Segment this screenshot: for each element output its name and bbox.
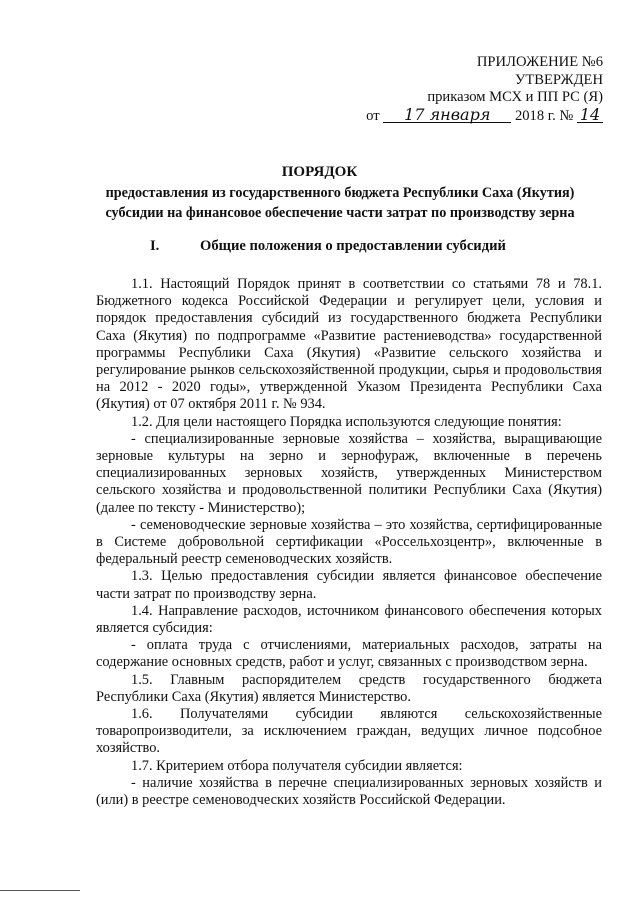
subtitle-line-2: субсидии на финансовое обеспечение части затрат по производству зерна — [105, 204, 575, 221]
paragraph: - специализированные зерновые хозяйства – хозяйства, выращивающие зерновые культуры на зерно и зернофураж, включенные в перечень специализированных зерновых хозяйств, утвержденных Министерством сельского хозяйства и продовольственной политики Республики Саха (Якутия) (далее по тексту - Министерство); — [96, 430, 602, 516]
section-number: I. — [150, 238, 160, 254]
approved-label: УТВЕРЖДЕН — [515, 71, 603, 88]
paragraph: 1.6. Получателями субсидии являются сельскохозяйственные товаропроизводители, за исключением граждан, ведущих личное подсобное хозяйство. — [96, 706, 602, 757]
document-title: ПОРЯДОК — [281, 164, 358, 180]
from-label: от — [366, 107, 380, 124]
paragraph: 1.1. Настоящий Порядок принят в соответствии со статьями 78 и 78.1. Бюджетного кодекса Российской Федерации и регулирует цели, условия и порядок предоставления субсидий из государственного бюджета Республики Саха (Якутия) по подпрограмме «Развитие растениеводства» государственной программы Республики Саха (Якутия) «Развитие сельского хозяйства и регулирование рынков сельскохозяйственной продукции, сырья и продовольствия на 2012 - 2020 годы», утвержденной Указом Президента Республики Саха (Якутия) от 07 октября 2011 г. № 934. — [96, 276, 602, 413]
order-date-line — [366, 104, 603, 126]
order-label: приказом МСХ и ПП РС (Я) — [427, 89, 603, 106]
paragraph: 1.2. Для цели настоящего Порядка используются следующие понятия: — [131, 413, 562, 430]
document-subtitle — [60, 184, 620, 223]
footnote-divider — [0, 890, 80, 891]
paragraph: - наличие хозяйства в перечне специализированных зерновых хозяйств и (или) в реестре семеноводческих хозяйств Российской Федерации. — [96, 774, 602, 809]
paragraph: 1.4. Направление расходов, источником финансового обеспечения которых является субсидия: — [96, 602, 602, 637]
paragraph: - семеноводческие зерновые хозяйства – это хозяйства, сертифицированные в Системе добровольной сертификации «Россельхозцентр», включенные в федеральный реестр семеноводческих хозяйств. — [96, 516, 602, 568]
paragraph: 1.3. Целью предоставления субсидии является финансовое обеспечение части затрат по производству зерна. — [96, 568, 602, 602]
subtitle-line-1: предоставления из государственного бюджета Республики Саха (Якутия) — [105, 185, 575, 201]
approval-header — [366, 54, 603, 125]
handwritten-date: 17 января — [383, 107, 511, 123]
document-body — [96, 276, 602, 809]
year-label: 2018 г. № — [514, 107, 574, 124]
appendix-label: ПРИЛОЖЕНИЕ №6 — [476, 54, 603, 70]
paragraph: - оплата труда с отчислениями, материальных расходов, затраты на содержание основных средств, работ и услуг, связанных с производством зерна. — [96, 637, 602, 671]
section-heading — [150, 238, 506, 255]
handwritten-number: 14 — [577, 107, 603, 123]
paragraph: 1.7. Критерием отбора получателя субсидии является: — [131, 757, 463, 774]
paragraph: 1.5. Главным распорядителем средств государственного бюджета Республики Саха (Якутия) является Министерство. — [96, 671, 602, 705]
section-title: Общие положения о предоставлении субсидий — [200, 238, 506, 254]
